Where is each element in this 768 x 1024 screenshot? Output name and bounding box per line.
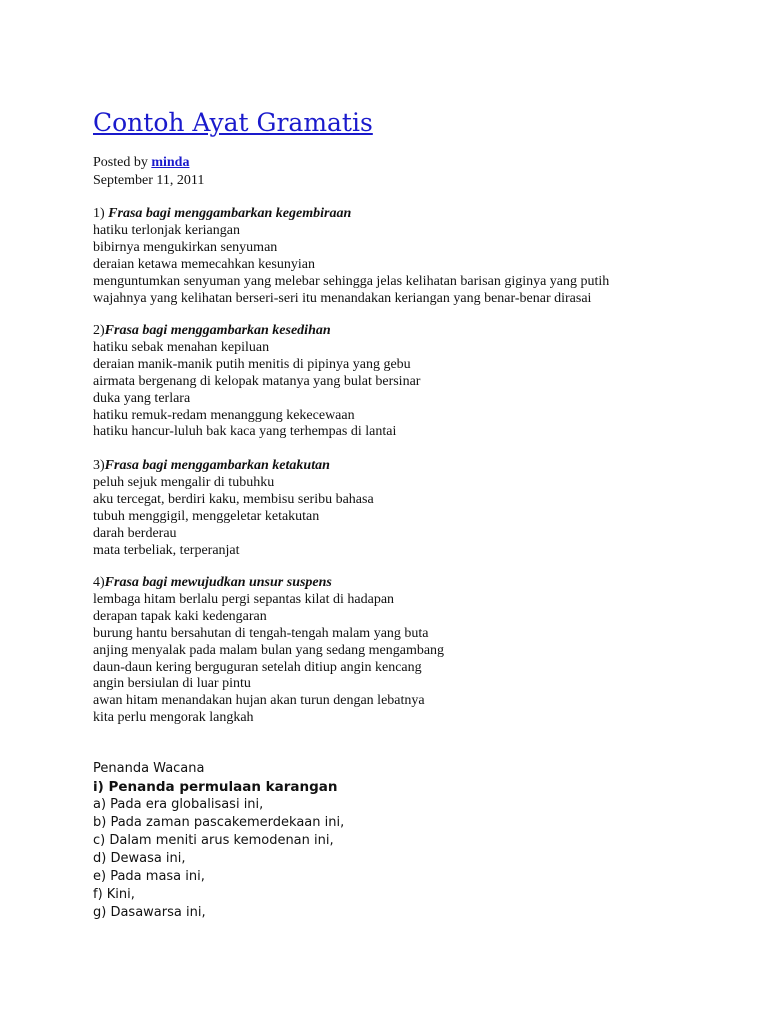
section-line: tubuh menggigil, menggeletar ketakutan (93, 508, 320, 524)
section-heading-text: Frasa bagi mewujudkan unsur suspens (104, 575, 332, 590)
wacana-item: a) Pada era globalisasi ini, (93, 797, 264, 812)
section-line: wajahnya yang kelihatan berseri-seri itu menandakan keriangan yang benar-benar dirasai (93, 290, 592, 306)
section-heading-text: Frasa bagi menggambarkan kegembiraan (108, 206, 352, 221)
section-line: daun-daun kering berguguran setelah ditiup angin kencang (93, 659, 422, 675)
section-2 (93, 323, 420, 441)
section-line: kita perlu mengorak langkah (93, 710, 254, 726)
section-line: lembaga hitam berlalu pergi sepantas kilat di hadapan (93, 591, 395, 607)
section-4 (93, 575, 444, 727)
post-meta (93, 154, 204, 190)
section-number: 4) (93, 575, 105, 590)
section-1 (93, 206, 609, 307)
section-line: deraian ketawa memecahkan kesunyian (93, 256, 315, 272)
section-heading (93, 575, 444, 592)
section-line: anjing menyalak pada malam bulan yang sedang mengambang (93, 642, 445, 658)
section-line: menguntumkan senyuman yang melebar sehingga jelas kelihatan barisan giginya yang putih (93, 273, 610, 289)
section-line: awan hitam menandakan hujan akan turun dengan lebatnya (93, 693, 425, 709)
post-date: September 11, 2011 (93, 173, 205, 188)
wacana-item: c) Dalam meniti arus kemodenan ini, (93, 833, 334, 848)
wacana-item: e) Pada masa ini, (93, 869, 205, 884)
author-link[interactable]: minda (151, 155, 190, 170)
section-number: 3) (93, 458, 105, 473)
wacana-title: Penanda Wacana (93, 761, 205, 776)
section-line: angin bersiulan di luar pintu (93, 676, 251, 692)
section-line: hatiku sebak menahan kepiluan (93, 339, 270, 355)
section-heading-text: Frasa bagi menggambarkan ketakutan (104, 458, 330, 473)
section-line: peluh sejuk mengalir di tubuhku (93, 474, 275, 490)
section-line: hatiku terlonjak keriangan (93, 222, 240, 238)
wacana-item: g) Dasawarsa ini, (93, 905, 206, 920)
section-heading (93, 206, 609, 223)
section-line: hatiku remuk-redam menanggung kekecewaan (93, 407, 355, 423)
section-line: airmata bergenang di kelopak matanya yang bulat bersinar (93, 373, 421, 389)
wacana-item: b) Pada zaman pascakemerdekaan ini, (93, 815, 345, 830)
section-heading-text: Frasa bagi menggambarkan kesedihan (104, 323, 331, 338)
section-line: duka yang terlara (93, 390, 191, 406)
section-heading (93, 458, 374, 475)
section-line: darah berderau (93, 525, 177, 541)
section-line: aku tercegat, berdiri kaku, membisu seribu bahasa (93, 491, 374, 507)
wacana-subtitle: i) Penanda permulaan karangan (93, 779, 338, 795)
posted-by-label: Posted by (93, 155, 148, 170)
wacana-section (93, 760, 344, 922)
section-line: hatiku hancur-luluh bak kaca yang terhempas di lantai (93, 424, 397, 440)
section-3 (93, 458, 374, 559)
wacana-item: d) Dewasa ini, (93, 851, 186, 866)
section-number: 2) (93, 323, 105, 338)
section-line: mata terbeliak, terperanjat (93, 542, 240, 558)
section-line: bibirnya mengukirkan senyuman (93, 239, 278, 255)
section-number: 1) (93, 206, 105, 221)
section-line: derapan tapak kaki kedengaran (93, 608, 267, 624)
section-heading (93, 323, 420, 340)
post-title[interactable]: Contoh Ayat Gramatis (93, 108, 373, 137)
section-line: deraian manik-manik putih menitis di pipinya yang gebu (93, 356, 411, 372)
byline (93, 154, 204, 172)
wacana-item: f) Kini, (93, 887, 135, 902)
section-line: burung hantu bersahutan di tengah-tengah malam yang buta (93, 625, 429, 641)
